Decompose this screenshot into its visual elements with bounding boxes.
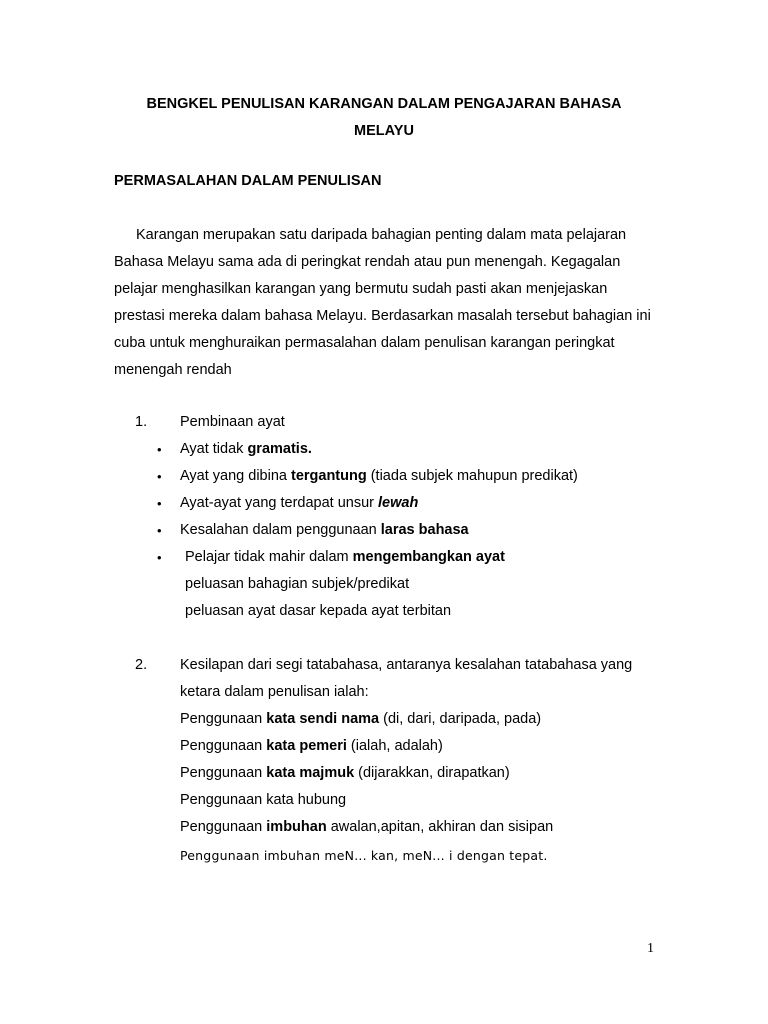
section-2-intro-line-2: ketara dalam penulisan ialah:: [180, 684, 369, 700]
list-item: Kesalahan dalam penggunaan laras bahasa: [180, 522, 469, 538]
list-item: Ayat yang dibina tergantung (tiada subjek mahupun predikat): [180, 468, 578, 484]
section-2-intro-line-1: Kesilapan dari segi tatabahasa, antaranya kesalahan tatabahasa yang: [180, 657, 633, 673]
bullet-icon: •: [157, 469, 162, 484]
title-line-2: MELAYU: [354, 123, 414, 139]
bullet-icon: •: [157, 523, 162, 538]
section-2-number: 2.: [135, 657, 148, 673]
list-item: Ayat-ayat yang terdapat unsur lewah: [180, 495, 419, 511]
sub-item: peluasan bahagian subjek/predikat: [185, 576, 410, 592]
grammar-item: Penggunaan kata majmuk (dijarakkan, dirapatkan): [180, 765, 510, 781]
section-heading: PERMASALAHAN DALAM PENULISAN: [114, 173, 382, 189]
section-1-number: 1.: [135, 414, 148, 430]
grammar-item: Penggunaan imbuhan awalan,apitan, akhiran dan sisipan: [180, 819, 554, 835]
bullet-icon: •: [157, 496, 162, 511]
list-item: Ayat tidak gramatis.: [180, 441, 312, 457]
bullet-icon: •: [157, 442, 162, 457]
grammar-item-last: Penggunaan imbuhan meN... kan, meN... i dengan tepat.: [180, 848, 548, 863]
section-1-title: Pembinaan ayat: [180, 414, 285, 430]
intro-paragraph: Karangan merupakan satu daripada bahagian penting dalam mata pelajaran Bahasa Melayu sama ada di peringkat rendah atau pun menengah. Kegagalan pelajar menghasilkan karangan yang bermutu sudah pasti akan menjejaskan prestasi mereka dalam bahasa Melayu. Berdasarkan masalah tersebut bahagian ini cuba untuk menghuraikan permasalahan dalam penulisan karangan peringkat menengah rendah: [114, 227, 651, 378]
document-title: [114, 91, 654, 145]
page-number: 1: [647, 941, 654, 956]
title-line-1: BENGKEL PENULISAN KARANGAN DALAM PENGAJARAN BAHASA: [146, 96, 622, 112]
grammar-item: Penggunaan kata pemeri (ialah, adalah): [180, 738, 443, 754]
grammar-item: Penggunaan kata sendi nama (di, dari, daripada, pada): [180, 711, 542, 727]
bullet-icon: •: [157, 550, 162, 565]
sub-item: peluasan ayat dasar kepada ayat terbitan: [185, 603, 452, 619]
grammar-item: Penggunaan kata hubung: [180, 792, 347, 808]
list-item: Pelajar tidak mahir dalam mengembangkan ayat: [185, 549, 505, 565]
